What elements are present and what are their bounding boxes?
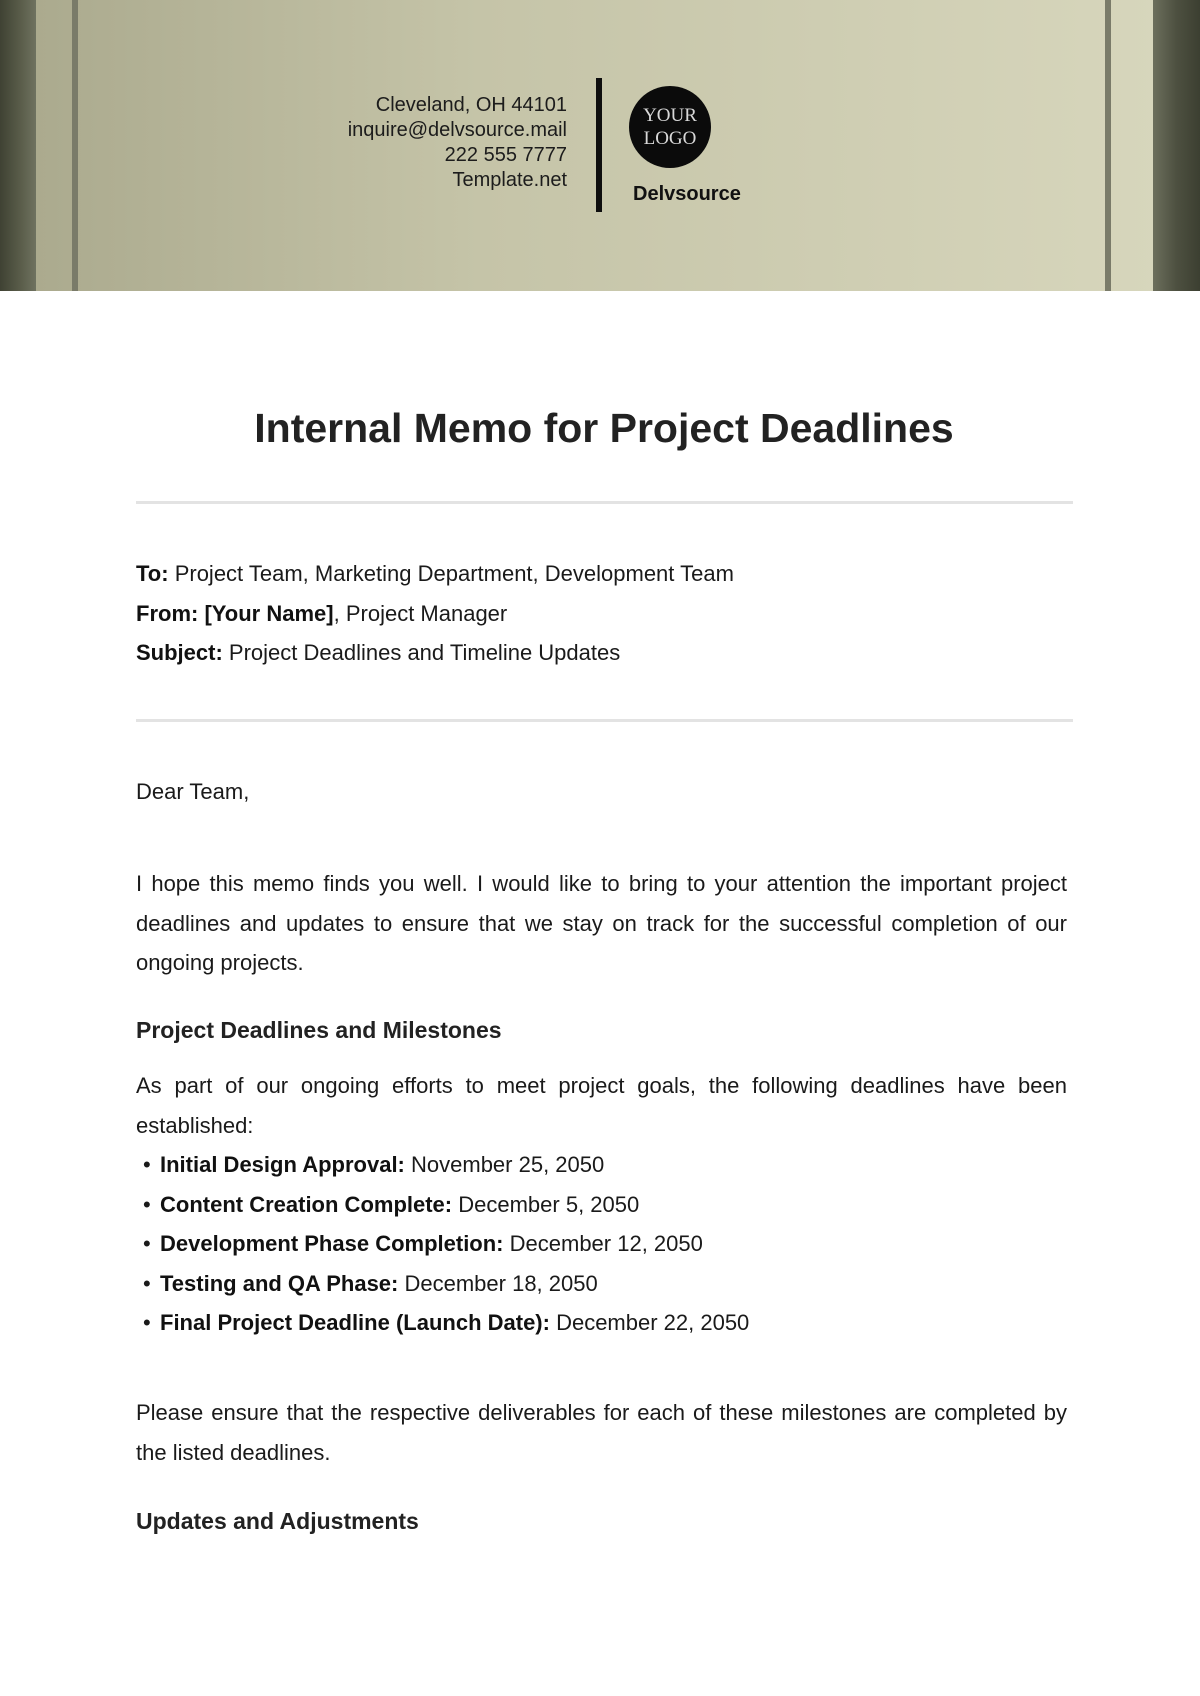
section-heading-deadlines: Project Deadlines and Milestones xyxy=(136,1017,502,1043)
deadline-date: December 22, 2050 xyxy=(549,1310,750,1335)
letterhead-banner xyxy=(0,0,1200,291)
deadlines-intro xyxy=(136,1066,1067,1145)
closing-paragraph xyxy=(136,1393,1067,1472)
logo-text-line1: YOUR xyxy=(643,105,697,126)
bullet-icon: • xyxy=(143,1310,151,1335)
list-item xyxy=(136,1303,749,1343)
divider-top xyxy=(136,501,1073,504)
list-item xyxy=(136,1145,749,1185)
deadline-date: December 18, 2050 xyxy=(398,1270,598,1296)
contact-block xyxy=(348,93,567,193)
deadline-label: Initial Design Approval: xyxy=(160,1152,405,1177)
memo-title: Internal Memo for Project Deadlines xyxy=(254,405,954,451)
list-item xyxy=(136,1224,749,1264)
intro-text: I hope this memo finds you well. I would like to bring to your attention the important project deadlines and updates to ensure that we stay on track for the successful completion of our ongoing projects. xyxy=(136,871,1067,975)
memo-subject-label: Subject: xyxy=(136,640,223,665)
deadline-date: December 5, 2050 xyxy=(452,1191,640,1217)
greeting-text: Dear Team, xyxy=(136,779,250,804)
deadline-label: Development Phase Completion: xyxy=(160,1231,504,1256)
memo-meta xyxy=(136,554,734,673)
memo-subject-value: Project Deadlines and Timeline Updates xyxy=(222,640,621,665)
greeting xyxy=(136,772,1067,812)
memo-to xyxy=(136,554,734,594)
company-name: Delvsource xyxy=(633,183,741,205)
memo-from xyxy=(136,594,734,634)
deadline-label: Testing and QA Phase: xyxy=(160,1270,399,1296)
banner-right-edge xyxy=(1153,0,1200,291)
banner-left-rule xyxy=(72,0,78,291)
deadline-date: December 12, 2050 xyxy=(503,1231,703,1256)
banner-right-rule xyxy=(1105,0,1111,291)
intro-paragraph xyxy=(136,864,1067,983)
bullet-icon: • xyxy=(143,1270,151,1296)
memo-from-value: , Project Manager xyxy=(333,600,508,626)
company-logo xyxy=(629,86,711,168)
bullet-icon: • xyxy=(143,1231,151,1256)
banner-left-edge xyxy=(0,0,36,291)
bullet-icon: • xyxy=(143,1152,151,1177)
logo-text-line2: LOGO xyxy=(643,128,697,149)
memo-subject xyxy=(136,633,734,673)
list-item xyxy=(136,1185,749,1225)
deadlines-intro-text: As part of our ongoing efforts to meet project goals, the following deadlines have been established: xyxy=(136,1073,1067,1138)
deadline-label: Content Creation Complete: xyxy=(160,1191,453,1217)
section-heading-updates: Updates and Adjustments xyxy=(136,1508,419,1534)
contact-website: Template.net xyxy=(452,169,567,191)
deadline-label: Final Project Deadline (Launch Date): xyxy=(160,1310,550,1335)
list-item xyxy=(136,1264,749,1304)
memo-from-label: From: [Your Name] xyxy=(136,600,334,626)
deadline-list xyxy=(136,1145,749,1343)
contact-email: inquire@delvsource.mail xyxy=(347,119,567,141)
memo-to-label: To: xyxy=(136,561,169,586)
divider-bottom xyxy=(136,719,1073,722)
memo-to-value: Project Team, Marketing Department, Development Team xyxy=(168,561,734,586)
deadline-date: November 25, 2050 xyxy=(404,1152,605,1177)
bullet-icon: • xyxy=(143,1191,151,1217)
contact-address: Cleveland, OH 44101 xyxy=(375,94,567,116)
header-divider xyxy=(596,78,602,212)
contact-phone: 222 555 7777 xyxy=(444,144,567,166)
closing-text: Please ensure that the respective deliverables for each of these milestones are completed by the listed deadlines. xyxy=(136,1400,1067,1465)
